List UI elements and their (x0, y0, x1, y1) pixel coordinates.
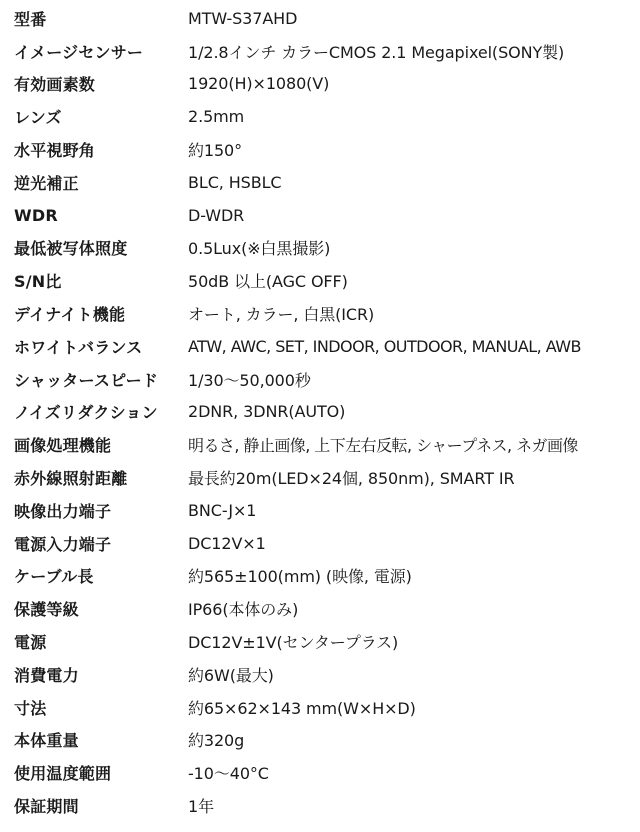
spec-label: ノイズリダクション (14, 403, 158, 423)
spec-value: 1年 (188, 797, 214, 817)
spec-row-warranty (0, 789, 640, 822)
spec-label: 電源入力端子 (14, 534, 112, 554)
spec-value: IP66(本体のみ) (188, 600, 299, 620)
spec-label: 本体重量 (14, 731, 79, 751)
spec-value: 2DNR, 3DNR(AUTO) (188, 402, 346, 422)
spec-label: 水平視野角 (14, 141, 96, 161)
spec-row-backlight-compensation (0, 166, 640, 199)
spec-label: 有効画素数 (14, 75, 96, 95)
spec-row-wdr (0, 199, 640, 232)
spec-row-video-output (0, 494, 640, 527)
spec-value: 1/30〜50,000秒 (188, 370, 311, 390)
spec-value: 明るさ, 静止画像, 上下左右反転, シャープネス, ネガ画像 (188, 436, 578, 456)
spec-value: 約150° (188, 141, 243, 161)
spec-row-power-input (0, 527, 640, 560)
spec-value: 2.5mm (188, 107, 245, 127)
spec-value: オート, カラー, 白黒(ICR) (188, 305, 375, 325)
spec-value: 最長約20m(LED×24個, 850nm), SMART IR (188, 469, 515, 489)
spec-label: 電源 (14, 633, 47, 653)
spec-label: 逆光補正 (14, 173, 79, 193)
spec-label: 画像処理機能 (14, 436, 112, 456)
spec-value: 1/2.8インチ カラーCMOS 2.1 Megapixel(SONY製) (188, 42, 565, 62)
spec-label: ケーブル長 (14, 567, 94, 587)
spec-label: 保護等級 (14, 600, 79, 620)
spec-label: S/N比 (14, 272, 62, 292)
spec-value: ATW, AWC, SET, INDOOR, OUTDOOR, MANUAL, AWB (188, 336, 581, 356)
spec-row-lens (0, 100, 640, 133)
spec-value: DC12V×1 (188, 533, 266, 553)
spec-label: シャッタースピード (14, 370, 159, 390)
spec-value: 1920(H)×1080(V) (188, 74, 330, 94)
spec-label: 最低被写体照度 (14, 239, 128, 259)
spec-row-image-sensor (0, 35, 640, 68)
spec-label: 消費電力 (14, 665, 79, 685)
spec-value: DC12V±1V(センタープラス) (188, 633, 399, 653)
spec-row-horizontal-fov (0, 133, 640, 166)
spec-label: 映像出力端子 (14, 501, 112, 521)
spec-value: 50dB 以上(AGC OFF) (188, 272, 348, 292)
spec-row-operating-temperature (0, 756, 640, 789)
spec-row-white-balance (0, 330, 640, 363)
spec-label: 寸法 (14, 698, 47, 718)
spec-row-protection-rating (0, 592, 640, 625)
spec-row-effective-pixels (0, 68, 640, 101)
spec-row-weight (0, 724, 640, 757)
spec-row-image-processing (0, 428, 640, 461)
spec-value: 約565±100(mm) (映像, 電源) (188, 567, 412, 587)
spec-value: MTW-S37AHD (188, 8, 298, 28)
spec-value: 0.5Lux(※白黒撮影) (188, 239, 331, 259)
spec-label: ホワイトバランス (14, 337, 143, 357)
spec-value: D-WDR (188, 205, 245, 225)
spec-row-sn-ratio (0, 264, 640, 297)
spec-value: 約65×62×143 mm(W×H×D) (188, 698, 416, 718)
spec-label: レンズ (14, 108, 62, 128)
spec-value: -10〜40°C (188, 764, 269, 784)
spec-label: 赤外線照射距離 (14, 469, 128, 489)
spec-value: 約6W(最大) (188, 665, 274, 685)
spec-row-shutter-speed (0, 363, 640, 396)
spec-value: BLC, HSBLC (188, 172, 282, 192)
spec-value: 約320g (188, 731, 245, 751)
spec-label: 保証期間 (14, 797, 79, 817)
spec-row-day-night (0, 297, 640, 330)
spec-value: BNC-J×1 (188, 500, 257, 520)
spec-row-power-consumption (0, 658, 640, 691)
spec-row-ir-distance (0, 461, 640, 494)
spec-row-model (0, 2, 640, 35)
spec-row-power-supply (0, 625, 640, 658)
spec-label: イメージセンサー (14, 42, 144, 62)
spec-row-cable-length (0, 560, 640, 593)
spec-label: 使用温度範囲 (14, 764, 112, 784)
spec-label: 型番 (14, 9, 47, 29)
spec-label: デイナイト機能 (14, 305, 126, 325)
spec-label: WDR (14, 205, 58, 225)
spec-row-min-illumination (0, 232, 640, 265)
spec-row-dimensions (0, 691, 640, 724)
spec-row-noise-reduction (0, 396, 640, 429)
